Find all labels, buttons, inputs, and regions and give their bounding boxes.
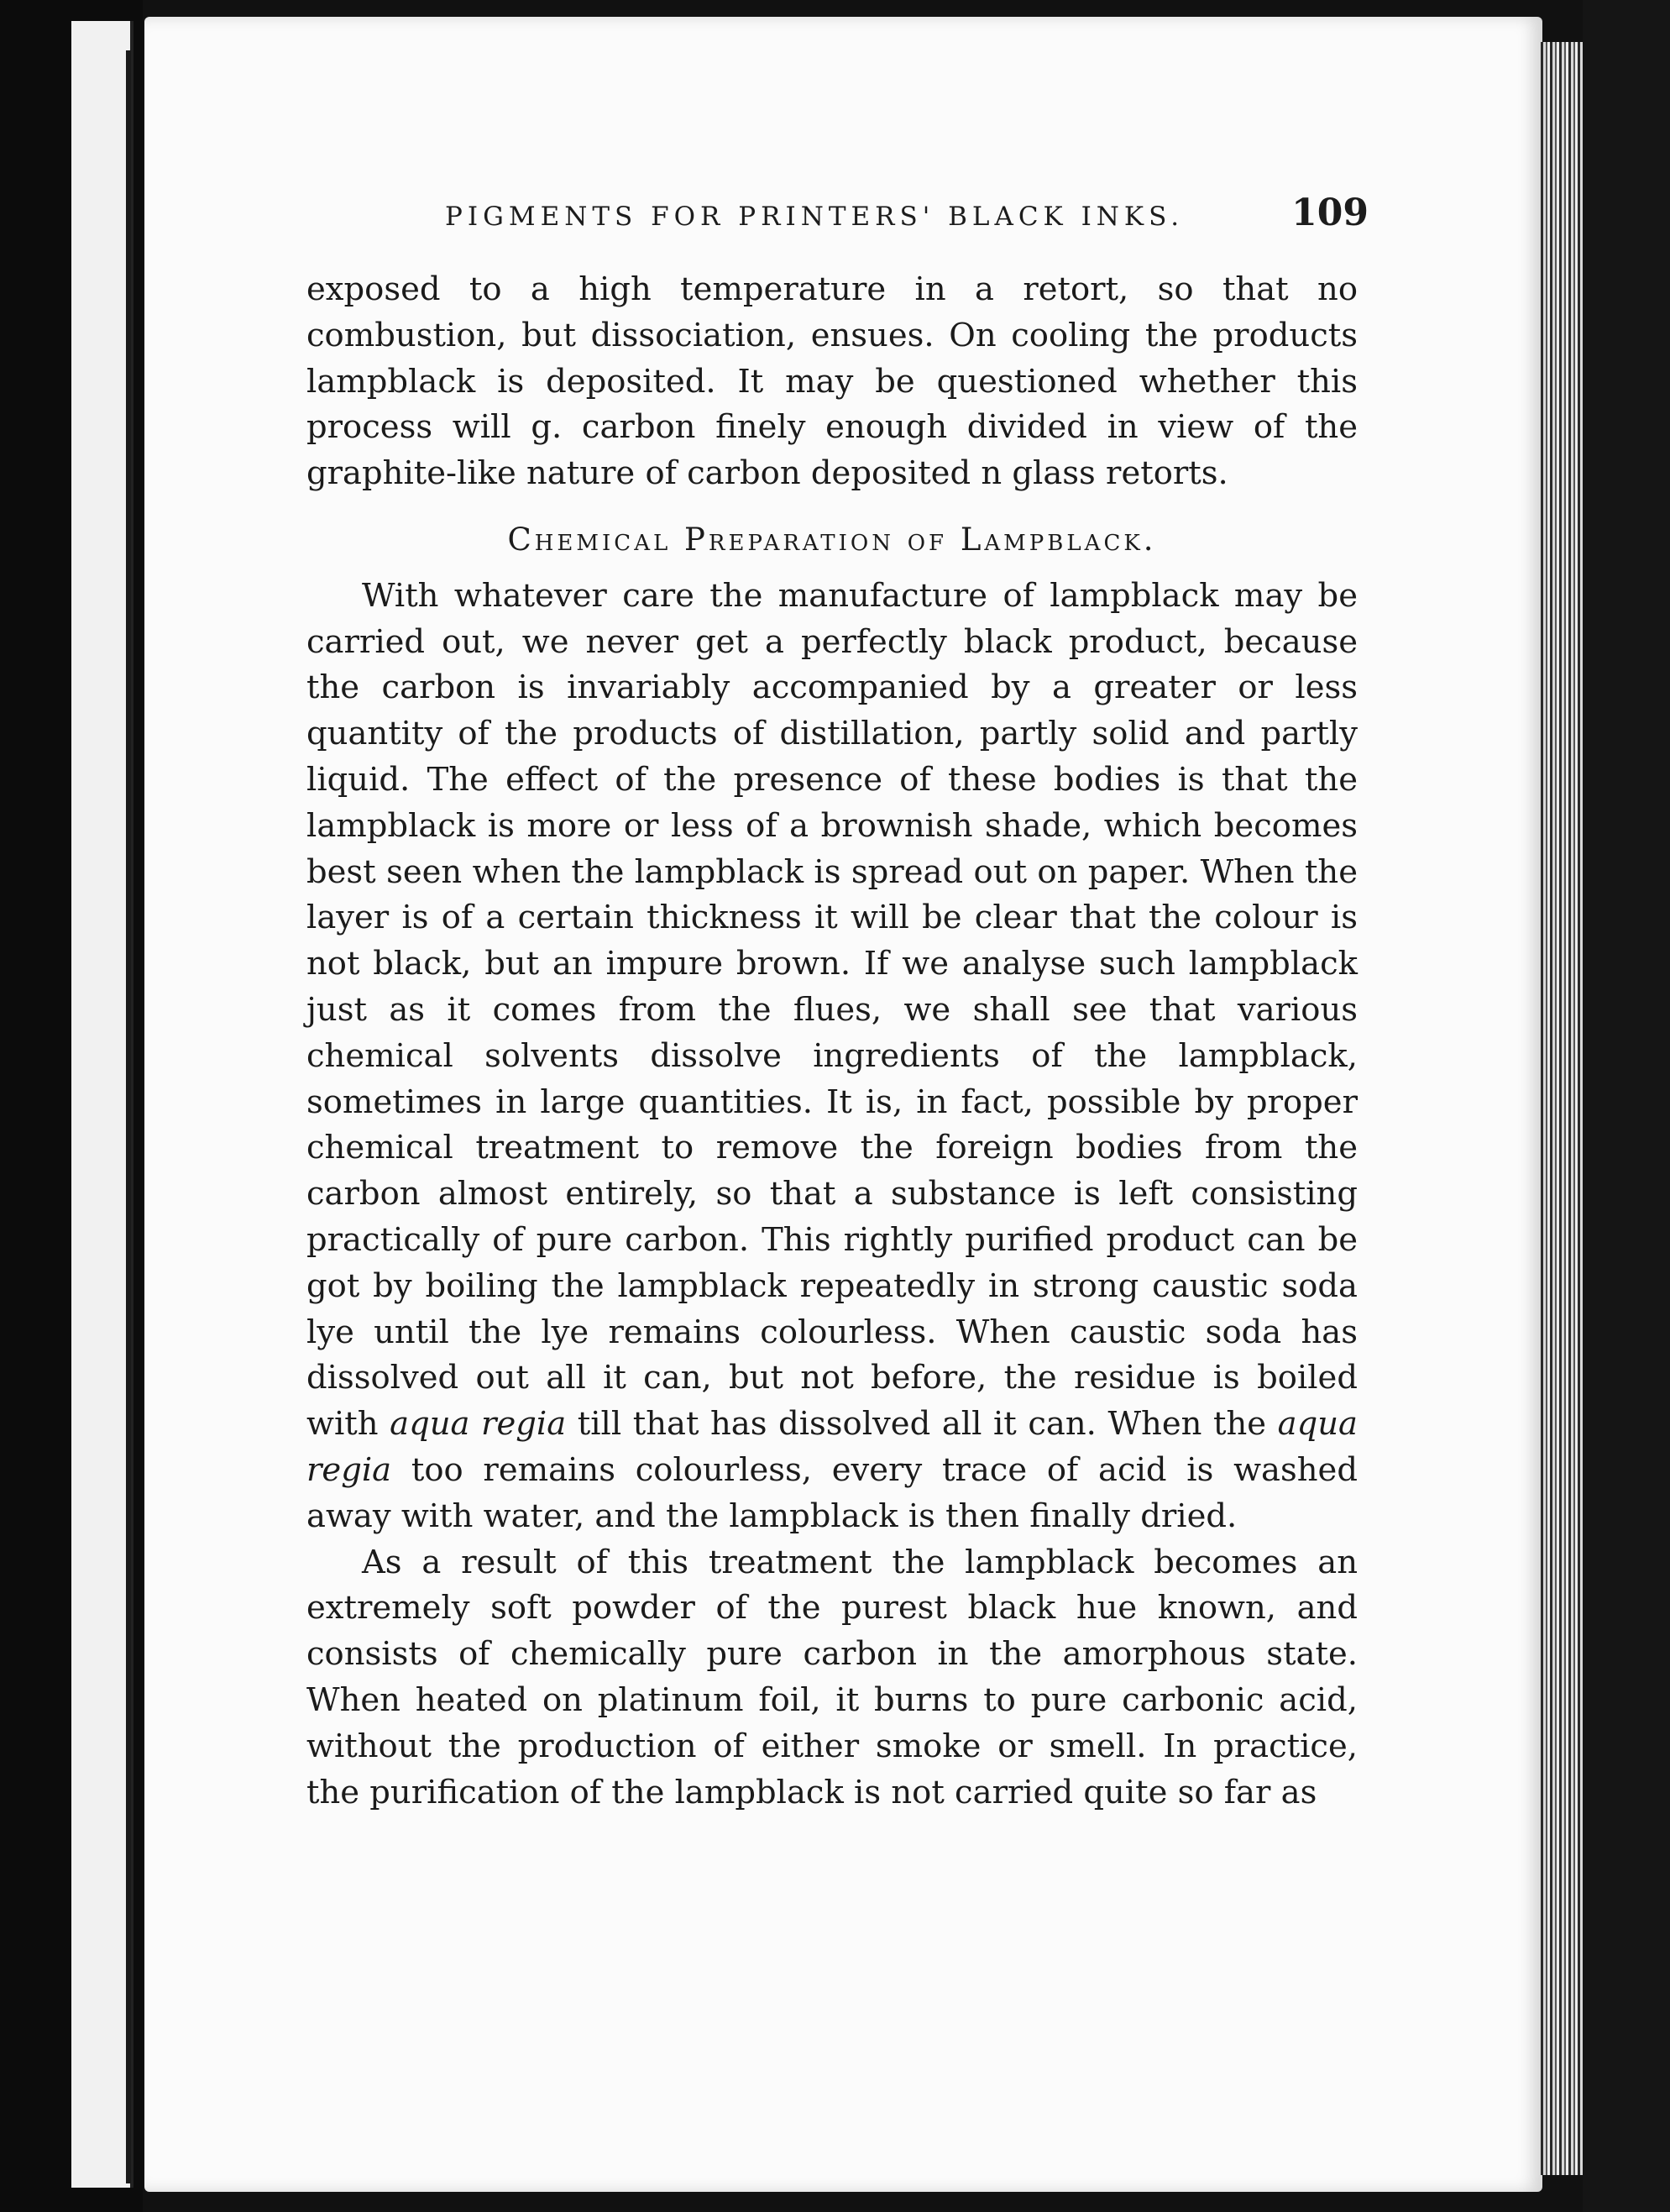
italic-term: aqua regia xyxy=(390,1405,567,1444)
scan-background-right xyxy=(1583,0,1670,2212)
page-stack-edges xyxy=(1541,42,1583,2175)
page-number: 109 xyxy=(1291,191,1369,234)
facing-page-edge xyxy=(71,21,133,2188)
paragraph-text: too remains colourless, every trace of acid is washed away with water, and the lampblack is then finally dried. xyxy=(306,1450,1358,1535)
paragraph xyxy=(306,574,1358,1540)
page-body xyxy=(306,267,1358,1816)
binding-shadow xyxy=(126,50,131,2183)
paragraph-continued: exposed to a high temperature in a retort, so that no combustion, but dissociation, ensues. On cooling the products lampblack is deposited. It may be questioned whether this process will g. carbon finely enough divided in view of the graphite-like nature of carbon deposited n glass retorts. xyxy=(306,270,1358,493)
page-header xyxy=(445,191,1369,242)
section-heading: Chemical Preparation of Lampblack. xyxy=(507,521,1157,558)
running-head: PIGMENTS FOR PRINTERS' BLACK INKS. xyxy=(445,202,1185,232)
paragraph-text: till that has dissolved all it can. When the xyxy=(566,1405,1278,1444)
paragraph-text: With whatever care the manufacture of lampblack may be carried out, we never get a perfectly black product, because the carbon is invariably accompanied by a greater or less quantity of the products of distillation, partly solid and partly liquid. The effect of the presence of these bodies is that the lampblack is more or less of a brownish shade, which becomes best seen when the lampblack is spread out on paper. When the layer is of a certain thickness it will be clear that the colour is not black, but an impure brown. If we analyse such lampblack just as it comes from the flues, we shall see that various chemical solvents dissolve ingredients of the lampblack, sometimes in large quantities. It is, in fact, possible by proper chemical treatment to remove the foreign bodies from the carbon almost entirely, so that a substance is left consisting practically of pure carbon. This rightly purified product can be got by boiling the lampblack repeatedly in strong caustic soda lye until the lye remains colourless. When caustic soda has dissolved out all it can, but not before, the residue is boiled with xyxy=(306,576,1358,1444)
italic-term: aqua regia xyxy=(306,1405,1358,1489)
paragraph: As a result of this treatment the lampblack becomes an extremely soft powder of the purest black hue known, and consists of chemically pure carbon in the amorphous state. When heated on platinum foil, it burns to pure carbonic acid, without the production of either smoke or smell. In practice, the purification of the lampblack is not carried quite so far as xyxy=(306,1543,1358,1811)
